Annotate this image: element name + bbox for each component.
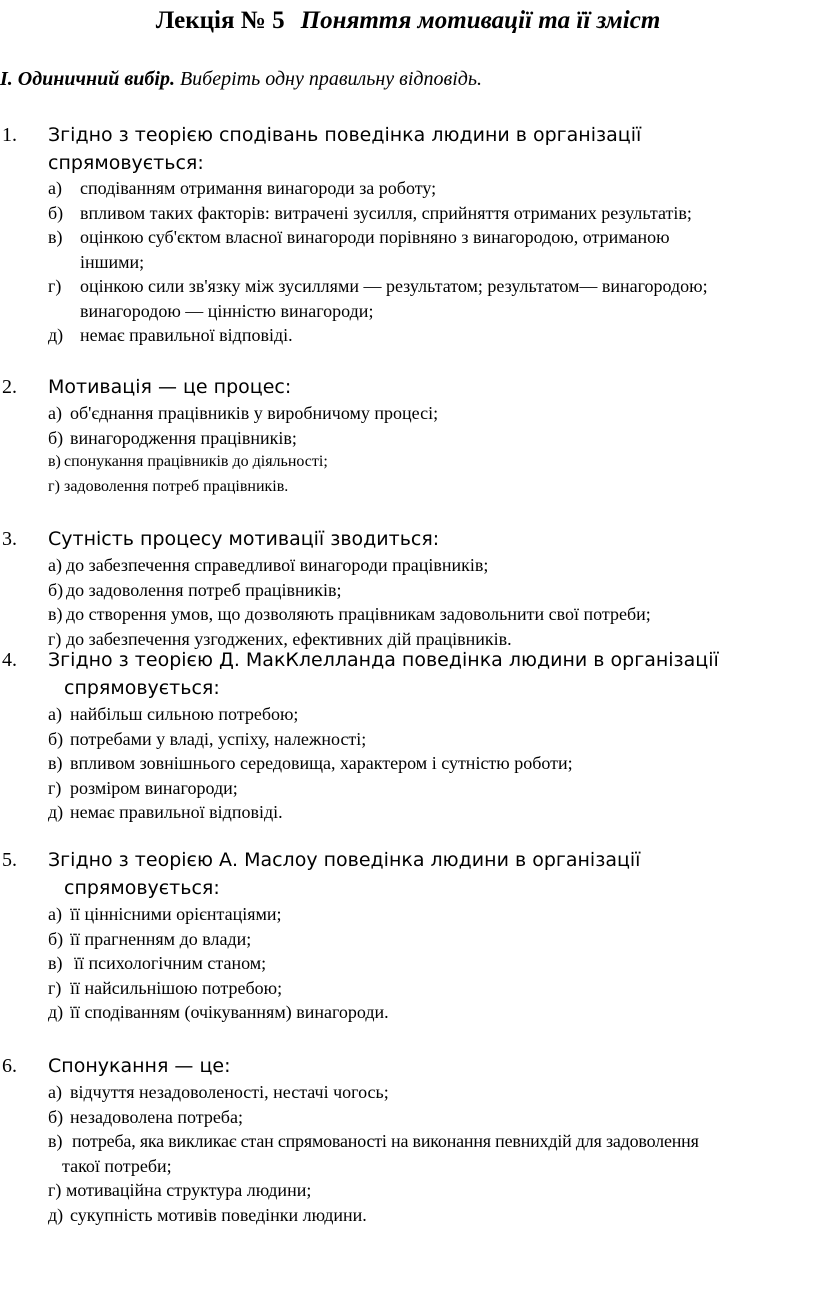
option-letter: д) [48,1204,64,1225]
answer-option [0,176,816,201]
option-text: впливом зовнішнього середовища, характером і сутністю роботи; [70,753,573,773]
option-letter: а) [48,1082,62,1102]
option-text: сподіванням отримання винагороди за роботу; [80,178,437,198]
option-text-continued: іншими; [80,251,145,272]
answer-option [0,401,816,426]
question-text [0,121,816,177]
option-text: оцінкою сили зв'язку між зусиллями — результатом; результатом— винагородою; [80,276,708,296]
question-number: 3. [2,528,17,550]
lecture-topic: Поняття мотивації та її зміст [300,7,661,34]
option-text: впливом таких факторів: витрачені зусилля, сприйняття отриманих результатів; [80,202,692,223]
question-line: спрямовується: [64,877,220,899]
question-line: Згідно з теорією Д. МакКлелланда поведінка людини в організації [48,649,719,671]
option-text: сукупність мотивів поведінки людини. [70,1204,367,1225]
answer-option [0,1203,816,1228]
question-number: 2. [2,376,17,398]
option-text: до забезпечення узгоджених, ефективних дій працівників. [66,628,512,649]
question-line: спрямовується: [64,677,220,699]
page-title [0,6,816,36]
option-text: потреба, яка викликає стан спрямованості на виконання певнихдій для задоволення [72,1131,699,1151]
answer-option [0,553,816,578]
answer-option [0,225,816,274]
question-line: Спонукання — це: [48,1055,231,1077]
question-line: спрямовується: [48,152,204,174]
question-number: 1. [2,124,17,146]
option-letter: в) [48,953,63,973]
option-letter: а) [48,904,62,924]
option-text: до задоволення потреб працівників; [66,579,342,600]
option-letter: а) [48,178,62,198]
answer-option [0,274,816,323]
answer-option [0,1000,816,1025]
answer-option [0,426,816,451]
option-text: розміром винагороди; [70,777,238,798]
option-letter: а) [48,555,62,575]
option-text: винагородження працівників; [70,427,297,448]
option-text: об'єднання працівників у виробничому процесі; [70,403,439,423]
option-letter: в) [48,753,63,773]
question-5 [0,846,816,1025]
option-text: її сподіванням (очікуванням) винагороди. [70,1002,389,1022]
question-text [0,1052,816,1080]
option-text: її психологічним станом; [74,953,267,973]
answer-option [0,800,816,825]
answer-option [0,1129,816,1178]
option-letter: г) [48,477,60,495]
question-line: Мотивація — це процес: [48,376,292,398]
question-1 [0,121,816,348]
option-letter: б) [48,427,64,448]
answer-option [0,776,816,801]
option-text: найбільш сильною потребою; [70,704,299,724]
answer-option [0,578,816,603]
answer-option [0,751,816,776]
question-text [0,525,816,553]
question-line: Згідно з теорією сподівань поведінка людини в організації [48,124,642,146]
question-line: Згідно з теорією А. Маслоу поведінка людини в організації [48,849,641,871]
option-letter: б) [48,928,64,949]
answer-option [0,727,816,752]
option-letter: в) [48,1131,63,1151]
question-4 [0,646,816,825]
question-text [0,646,816,702]
question-line: Сутність процесу мотивації зводиться: [48,528,440,550]
option-text: її ціннісними орієнтаціями; [70,904,282,924]
question-number: 6. [2,1055,17,1077]
answer-option [0,201,816,226]
question-2 [0,373,816,499]
option-text-continued: винагородою — цінністю винагороди; [80,300,374,321]
option-letter: г) [48,628,62,649]
instruction-text: Виберіть одну правильну відповідь. [179,68,482,90]
answer-option [0,450,816,475]
option-text: незадоволена потреба; [70,1106,243,1127]
option-text-continued: такої потреби; [62,1155,172,1176]
question-text [0,846,816,902]
option-text: спонукання працівників до діяльності; [64,453,328,470]
answer-option [0,602,816,627]
answer-option [0,902,816,927]
question-6 [0,1052,816,1227]
question-number: 5. [2,849,17,871]
option-text: її прагненням до влади; [70,928,252,949]
option-text: відчуття незадоволеності, нестачі чогось; [70,1082,389,1102]
instruction-heading: I. Одиничний вибір. [0,68,175,90]
option-letter: г) [48,977,62,998]
option-letter: б) [48,728,64,749]
option-letter: г) [48,777,62,798]
option-letter: г) [48,1180,62,1200]
lecture-number: Лекція № 5 [155,7,285,34]
answer-option [0,976,816,1001]
option-letter: в) [48,227,63,247]
option-letter: в) [48,453,61,470]
answer-option [0,1105,816,1130]
question-3 [0,525,816,651]
option-letter: д) [48,1002,64,1022]
option-letter: г) [48,276,62,296]
instruction [0,66,482,92]
option-text: до забезпечення справедливої винагороди працівників; [66,555,489,575]
option-text: немає правильної відповіді. [70,802,283,822]
option-letter: а) [48,403,62,423]
option-text: її найсильнішою потребою; [70,977,283,998]
option-text: потребами у владі, успіху, належності; [70,728,367,749]
answer-option [0,1178,816,1203]
option-letter: б) [48,1106,64,1127]
option-text: оцінкою суб'єктом власної винагороди порівняно з винагородою, отриманою [80,227,670,247]
answer-option [0,323,816,348]
option-letter: д) [48,325,64,345]
answer-option [0,1080,816,1105]
option-text: задоволення потреб працівників. [64,477,289,495]
option-text: немає правильної відповіді. [80,325,293,345]
answer-option [0,951,816,976]
question-text [0,373,816,401]
option-letter: б) [48,579,64,600]
option-text: мотиваційна структура людини; [66,1180,312,1200]
option-letter: а) [48,704,62,724]
answer-option [0,927,816,952]
question-number: 4. [2,649,17,671]
answer-option [0,475,816,500]
option-text: до створення умов, що дозволяють працівникам задовольнити свої потреби; [66,604,651,624]
option-letter: в) [48,604,63,624]
answer-option [0,702,816,727]
option-letter: д) [48,802,64,822]
option-letter: б) [48,202,64,223]
